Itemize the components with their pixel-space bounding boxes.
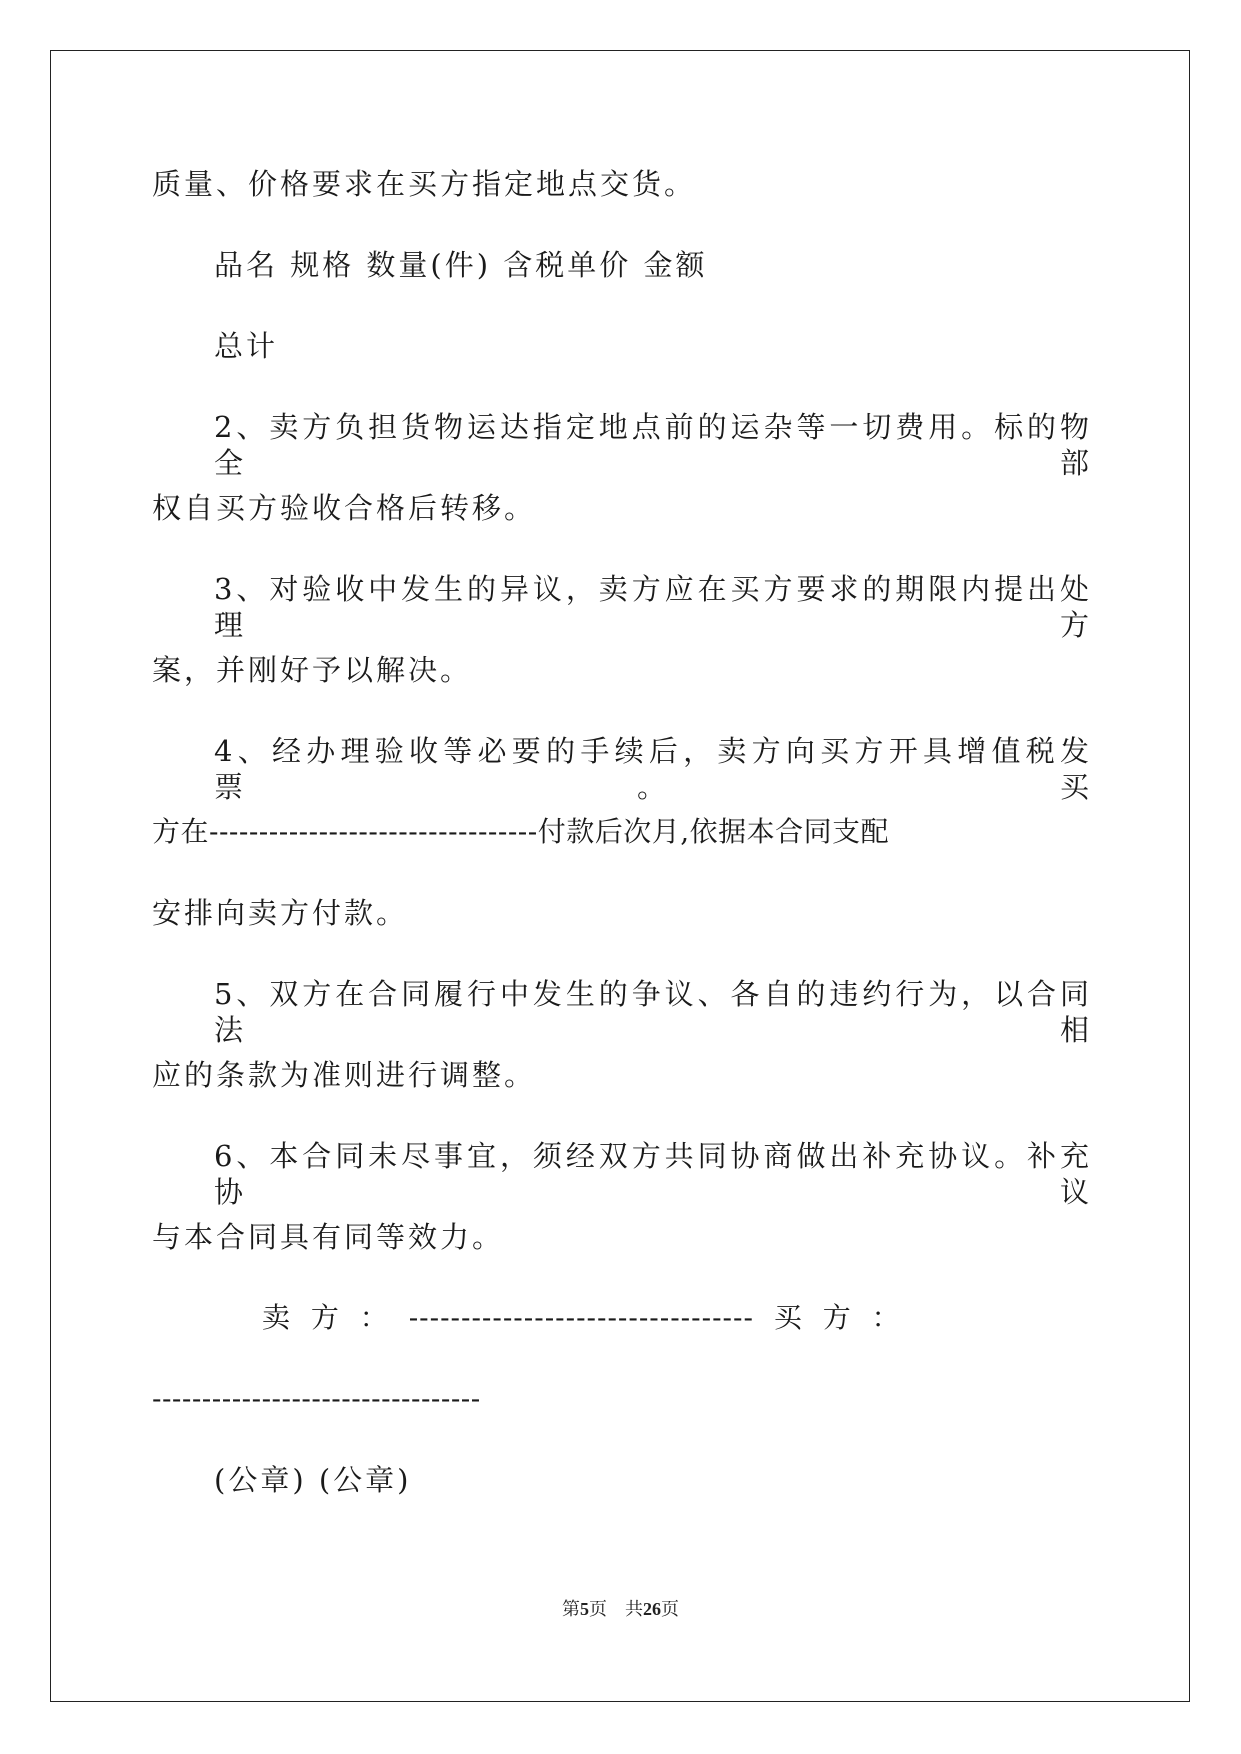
clause-5-line-2: 应的条款为准则进行调整。: [152, 1058, 537, 1092]
total-line: 总计: [214, 329, 279, 363]
page-frame: [50, 50, 1190, 1702]
page-footer: [0, 1598, 1241, 1620]
page-unit: 页: [589, 1599, 607, 1619]
total-unit: 页: [661, 1599, 679, 1619]
clause-2-line-2: 权自买方验收合格后转移。: [152, 491, 537, 525]
page-prefix: 第: [562, 1599, 580, 1619]
clause-3-line-2: 案，并刚好予以解决。: [152, 653, 473, 687]
seal-line: (公章) (公章): [214, 1463, 412, 1497]
clause-4-line-2: 方在---------------------------------付款后次月,依据本合同支配: [152, 815, 890, 848]
signature-line: 卖 方 ： --------------------------------- 买 方 ：: [262, 1301, 901, 1334]
total-prefix: 共: [625, 1599, 643, 1619]
text-line-1: 质量、价格要求在买方指定地点交货。: [152, 167, 697, 201]
clause-4-line-3: 安排向卖方付款。: [152, 896, 409, 930]
table-header-line: 品名 规格 数量(件) 含税单价 金额: [214, 248, 708, 282]
signature-dash-line: ---------------------------------: [152, 1382, 481, 1415]
clause-6-line-2: 与本合同具有同等效力。: [152, 1220, 505, 1254]
clause-3-line-1: 3、对验收中发生的异议，卖方应在买方要求的期限内提出处理方: [214, 572, 1092, 642]
page-total: 26: [643, 1599, 661, 1619]
page-current: 5: [580, 1599, 589, 1619]
clause-2-line-1: 2、卖方负担货物运达指定地点前的运杂等一切费用。标的物全部: [214, 410, 1092, 480]
clause-6-line-1: 6、本合同未尽事宜，须经双方共同协商做出补充协议。补充协议: [214, 1139, 1092, 1209]
clause-5-line-1: 5、双方在合同履行中发生的争议、各自的违约行为，以合同法相: [214, 977, 1092, 1047]
clause-4-line-1: 4、经办理验收等必要的手续后，卖方向买方开具增值税发票。买: [214, 734, 1092, 804]
